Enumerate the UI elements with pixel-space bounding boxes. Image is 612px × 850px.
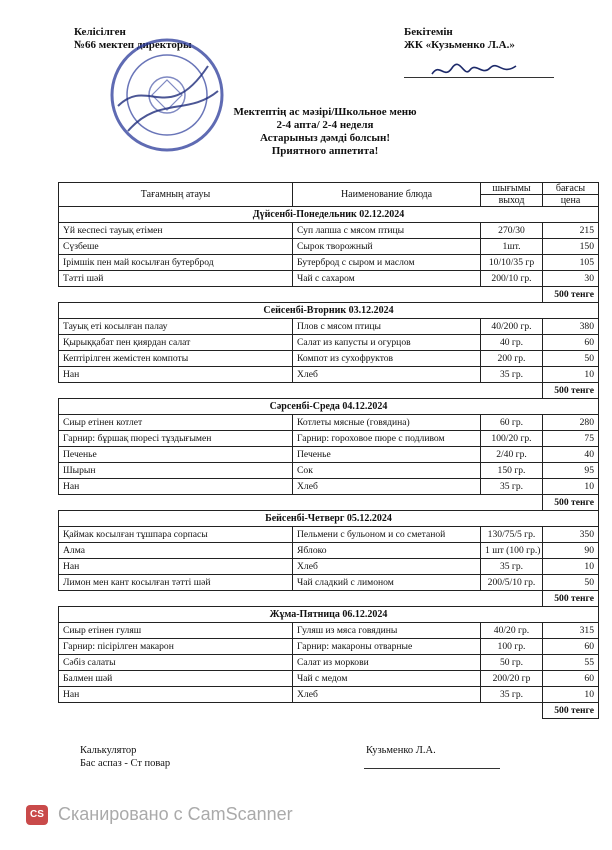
dish-name-ru: Котлеты мясные (говядина)	[293, 415, 481, 431]
total-spacer	[59, 495, 543, 511]
footer-calculator: Калькулятор	[80, 745, 137, 756]
dish-price: 10	[543, 479, 599, 495]
dish-yield: 270/30	[481, 223, 543, 239]
dish-price: 380	[543, 319, 599, 335]
col-header-kz: Тағамның атауы	[59, 183, 293, 207]
dish-price: 150	[543, 239, 599, 255]
title-line-4: Приятного аппетита!	[271, 145, 379, 157]
dish-price: 105	[543, 255, 599, 271]
dish-name-ru: Салат из капусты и огурцов	[293, 335, 481, 351]
day-total: 500 тенге	[543, 383, 599, 399]
col-subheader-price: цена	[543, 195, 599, 207]
menu-title	[170, 106, 480, 158]
day-header-row	[59, 607, 599, 623]
dish-yield: 35 гр.	[481, 559, 543, 575]
table-row	[59, 479, 599, 495]
dish-name-kz: Гарнир: пісірілген макарон	[59, 639, 293, 655]
dish-name-ru: Чай с медом	[293, 671, 481, 687]
dish-yield: 130/75/5 гр.	[481, 527, 543, 543]
dish-price: 60	[543, 335, 599, 351]
dish-price: 95	[543, 463, 599, 479]
dish-price: 50	[543, 575, 599, 591]
dish-yield: 35 гр.	[481, 687, 543, 703]
dish-yield: 35 гр.	[481, 367, 543, 383]
table-row	[59, 319, 599, 335]
dish-name-ru: Хлеб	[293, 687, 481, 703]
dish-yield: 40/20 гр.	[481, 623, 543, 639]
table-row	[59, 559, 599, 575]
dish-yield: 100 гр.	[481, 639, 543, 655]
dish-name-kz: Ірімшік пен май косылған бутерброд	[59, 255, 293, 271]
day-total-row	[59, 287, 599, 303]
dish-name-ru: Яблоко	[293, 543, 481, 559]
dish-name-ru: Хлеб	[293, 479, 481, 495]
dish-price: 40	[543, 447, 599, 463]
dish-name-ru: Сырок творожный	[293, 239, 481, 255]
dish-yield: 100/20 гр.	[481, 431, 543, 447]
approval-director: №66 мектеп директоры	[74, 39, 192, 51]
dish-name-kz: Сиыр етінен гуляш	[59, 623, 293, 639]
dish-name-ru: Суп лапша с мясом птицы	[293, 223, 481, 239]
table-row	[59, 447, 599, 463]
dish-yield: 40 гр.	[481, 335, 543, 351]
dish-yield: 40/200 гр.	[481, 319, 543, 335]
menu-table	[58, 182, 599, 719]
dish-name-kz: Тәтті шәй	[59, 271, 293, 287]
dish-yield: 200/10 гр.	[481, 271, 543, 287]
day-total: 500 тенге	[543, 495, 599, 511]
day-total-row	[59, 383, 599, 399]
day-total-row	[59, 495, 599, 511]
dish-yield: 200/5/10 гр.	[481, 575, 543, 591]
table-row	[59, 527, 599, 543]
title-line-3: Астарыныз дәмді болсын!	[259, 132, 391, 144]
dish-name-ru: Печенье	[293, 447, 481, 463]
dish-yield: 200 гр.	[481, 351, 543, 367]
handwritten-signature	[430, 60, 520, 86]
table-header-row	[59, 183, 599, 195]
day-total: 500 тенге	[543, 591, 599, 607]
dish-name-ru: Гуляш из мяса говядины	[293, 623, 481, 639]
day-header-row	[59, 303, 599, 319]
col-header-price: бағасы	[543, 183, 599, 195]
col-header-yield: шығымы	[481, 183, 543, 195]
dish-name-ru: Чай с сахаром	[293, 271, 481, 287]
dish-name-kz: Нан	[59, 559, 293, 575]
table-row	[59, 239, 599, 255]
title-line-2: 2-4 апта/ 2-4 неделя	[276, 119, 374, 131]
dish-name-ru: Гарнир: макароны отварные	[293, 639, 481, 655]
table-row	[59, 223, 599, 239]
day-header-row	[59, 511, 599, 527]
menu-table-body	[59, 207, 599, 719]
dish-name-kz: Балмен шәй	[59, 671, 293, 687]
approval-label: Келісілген	[74, 26, 126, 38]
footer-signature-line	[364, 768, 500, 769]
dish-name-ru: Бутерброд с сыром и маслом	[293, 255, 481, 271]
day-total-row	[59, 703, 599, 719]
total-spacer	[59, 703, 543, 719]
col-subheader-yield: выход	[481, 195, 543, 207]
dish-name-kz: Алма	[59, 543, 293, 559]
dish-price: 75	[543, 431, 599, 447]
table-row	[59, 351, 599, 367]
day-title: Жұма-Пятница 06.12.2024	[59, 607, 599, 623]
dish-price: 90	[543, 543, 599, 559]
day-title: Дүйсенбі-Понедельник 02.12.2024	[59, 207, 599, 223]
day-header-row	[59, 399, 599, 415]
dish-name-kz: Сәбіз салаты	[59, 655, 293, 671]
camscanner-text: Сканировано с CamScanner	[58, 804, 293, 824]
dish-name-ru: Пельмени с бульоном и со сметаной	[293, 527, 481, 543]
dish-name-kz: Қырыққабат пен қиярдан салат	[59, 335, 293, 351]
dish-yield: 1шт.	[481, 239, 543, 255]
dish-name-kz: Тауық еті косылған палау	[59, 319, 293, 335]
dish-yield: 2/40 гр.	[481, 447, 543, 463]
table-row	[59, 623, 599, 639]
table-row	[59, 415, 599, 431]
footer-chef: Бас аспаз - Ст повар	[80, 758, 171, 769]
dish-name-kz: Сиыр етінен котлет	[59, 415, 293, 431]
total-spacer	[59, 383, 543, 399]
signature-icon	[430, 60, 520, 82]
dish-yield: 150 гр.	[481, 463, 543, 479]
dish-name-ru: Салат из моркови	[293, 655, 481, 671]
dish-name-kz: Шырын	[59, 463, 293, 479]
dish-price: 280	[543, 415, 599, 431]
table-row	[59, 255, 599, 271]
total-spacer	[59, 287, 543, 303]
table-row	[59, 639, 599, 655]
dish-name-kz: Кептірілген жемістен компоты	[59, 351, 293, 367]
title-line-1: Мектептің ас мәзірі/Школьное меню	[233, 106, 417, 118]
dish-yield: 35 гр.	[481, 479, 543, 495]
table-row	[59, 671, 599, 687]
dish-name-kz: Нан	[59, 367, 293, 383]
dish-price: 60	[543, 671, 599, 687]
dish-name-kz: Печенье	[59, 447, 293, 463]
dish-yield: 200/20 гр	[481, 671, 543, 687]
dish-name-kz: Лимон мен кант косылған тәтті шәй	[59, 575, 293, 591]
dish-yield: 50 гр.	[481, 655, 543, 671]
approval-block-right	[404, 26, 515, 52]
dish-name-ru: Хлеб	[293, 559, 481, 575]
total-spacer	[59, 591, 543, 607]
dish-name-kz: Қаймак косылған тұшпара сорпасы	[59, 527, 293, 543]
table-row	[59, 271, 599, 287]
day-title: Сәрсенбі-Среда 04.12.2024	[59, 399, 599, 415]
table-row	[59, 367, 599, 383]
dish-name-ru: Чай сладкий с лимоном	[293, 575, 481, 591]
footer-name: Кузьменко Л.А.	[366, 745, 436, 756]
dish-price: 350	[543, 527, 599, 543]
dish-price: 10	[543, 367, 599, 383]
camscanner-logo-icon: CS	[26, 805, 48, 825]
day-header-row	[59, 207, 599, 223]
dish-name-kz: Гарнир: бұршақ пюресі тұздығымен	[59, 431, 293, 447]
dish-yield: 1 шт (100 гр.)	[481, 543, 543, 559]
day-total: 500 тенге	[543, 287, 599, 303]
signature-line	[404, 77, 554, 78]
table-row	[59, 543, 599, 559]
day-title: Бейсенбі-Четверг 05.12.2024	[59, 511, 599, 527]
dish-price: 30	[543, 271, 599, 287]
table-row	[59, 431, 599, 447]
dish-price: 10	[543, 687, 599, 703]
dish-name-ru: Гарнир: гороховое пюре с подливом	[293, 431, 481, 447]
table-row	[59, 335, 599, 351]
table-row	[59, 463, 599, 479]
dish-price: 60	[543, 639, 599, 655]
dish-name-ru: Сок	[293, 463, 481, 479]
dish-name-ru: Плов с мясом птицы	[293, 319, 481, 335]
dish-price: 315	[543, 623, 599, 639]
table-row	[59, 655, 599, 671]
day-total: 500 тенге	[543, 703, 599, 719]
col-header-ru: Наименование блюда	[293, 183, 481, 207]
dish-name-ru: Хлеб	[293, 367, 481, 383]
day-title: Сейсенбі-Вторник 03.12.2024	[59, 303, 599, 319]
approver-name: ЖК «Кузьменко Л.А.»	[404, 39, 515, 51]
dish-name-kz: Нан	[59, 479, 293, 495]
dish-name-ru: Компот из сухофруктов	[293, 351, 481, 367]
approve-label: Бекітемін	[404, 26, 453, 38]
dish-price: 10	[543, 559, 599, 575]
dish-price: 215	[543, 223, 599, 239]
table-row	[59, 687, 599, 703]
dish-yield: 60 гр.	[481, 415, 543, 431]
day-total-row	[59, 591, 599, 607]
footer-left	[80, 744, 170, 770]
table-row	[59, 575, 599, 591]
footer-right	[366, 744, 436, 757]
dish-name-kz: Нан	[59, 687, 293, 703]
dish-yield: 10/10/35 гр	[481, 255, 543, 271]
dish-price: 50	[543, 351, 599, 367]
dish-name-kz: Үй кеспесі тауық етімен	[59, 223, 293, 239]
dish-price: 55	[543, 655, 599, 671]
dish-name-kz: Сүзбеше	[59, 239, 293, 255]
